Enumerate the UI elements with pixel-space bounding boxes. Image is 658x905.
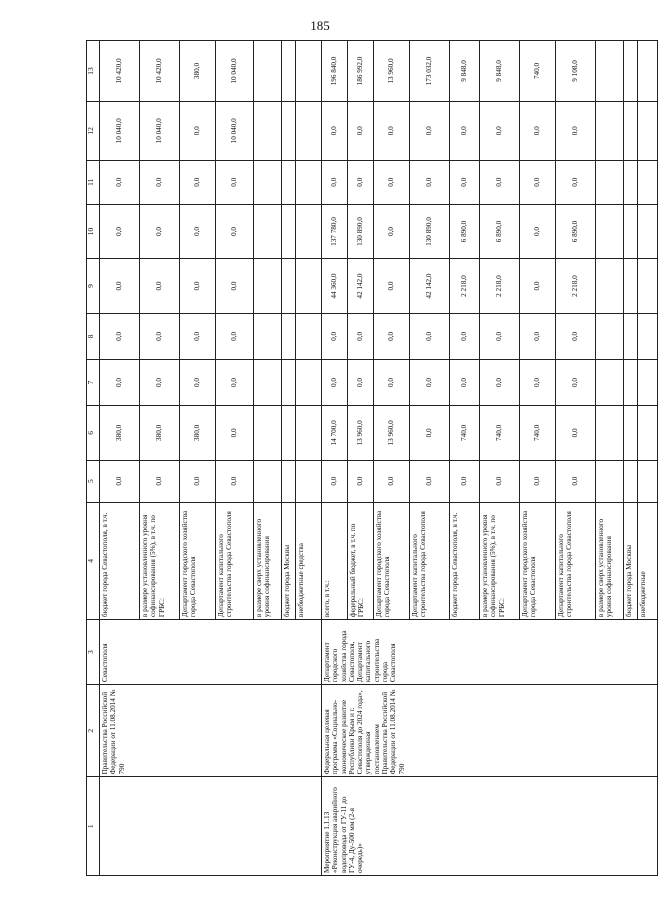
value-cell-10: 6 890,0: [480, 204, 520, 259]
value-cell-9: 0,0: [520, 259, 556, 314]
funding-source-cell: внебюджетные средства: [296, 502, 322, 619]
value-cell-11: 0,0: [348, 160, 374, 204]
funding-source-cell: всего, в т.ч.:: [322, 502, 348, 619]
value-cell-10: 0,0: [140, 204, 180, 259]
funding-source-cell: Департамент капитального строительства города Севастополя: [410, 502, 450, 619]
value-cell-7: 0,0: [450, 359, 480, 405]
funding-source-cell: в размере установленного уровня софинансирования (5%), в т.ч. по ГРБС:: [480, 502, 520, 619]
value-cell-11: 0,0: [450, 160, 480, 204]
value-cell-9: [596, 259, 624, 314]
value-cell-12: 10 040,0: [100, 101, 140, 160]
value-cell-5: 0,0: [410, 460, 450, 502]
value-cell-13: 9 848,0: [480, 41, 520, 102]
value-cell-12: 10 040,0: [216, 101, 254, 160]
column-number-2: 2: [87, 685, 100, 777]
value-cell-5: 0,0: [480, 460, 520, 502]
value-cell-5: [624, 460, 638, 502]
value-cell-7: 0,0: [348, 359, 374, 405]
value-cell-6: 13 960,0: [374, 406, 410, 461]
funding-source-cell: Департамент капитального строительства города Севастополя: [556, 502, 596, 619]
program-cell: Федеральная целевая программа «Социально-экономическое развитие Республики Крым и г. Севастополя до 2024 года», утвержденная постановлением Правительства Российской Федерации от 11.08.2014 № 790: [322, 685, 658, 777]
value-cell-8: [296, 313, 322, 359]
value-cell-7: [282, 359, 296, 405]
funding-source-cell: Департамент городского хозяйства города Севастополя: [520, 502, 556, 619]
value-cell-5: 0,0: [374, 460, 410, 502]
value-cell-9: [254, 259, 282, 314]
value-cell-9: 2 218,0: [480, 259, 520, 314]
value-cell-13: 9 848,0: [450, 41, 480, 102]
value-cell-5: [282, 460, 296, 502]
value-cell-12: 0,0: [374, 101, 410, 160]
funding-source-cell: бюджет города Москвы: [282, 502, 296, 619]
value-cell-6: 380,0: [140, 406, 180, 461]
value-cell-5: 0,0: [100, 460, 140, 502]
value-cell-11: 0,0: [216, 160, 254, 204]
value-cell-10: [596, 204, 624, 259]
value-cell-9: 0,0: [374, 259, 410, 314]
value-cell-8: 0,0: [410, 313, 450, 359]
value-cell-7: 0,0: [410, 359, 450, 405]
event-name-cell: Мероприятие 1.1.13 «Реконструкция аварийного водопровода от ГУ-11 до ГУ-4, Ду-500 мм (2-я очередь)»: [322, 777, 658, 876]
value-cell-11: [638, 160, 658, 204]
value-cell-11: 0,0: [322, 160, 348, 204]
value-cell-5: 0,0: [520, 460, 556, 502]
value-cell-11: 0,0: [140, 160, 180, 204]
value-cell-9: 0,0: [180, 259, 216, 314]
value-cell-5: 0,0: [348, 460, 374, 502]
value-cell-8: 0,0: [348, 313, 374, 359]
value-cell-6: 380,0: [100, 406, 140, 461]
value-cell-12: 0,0: [520, 101, 556, 160]
value-cell-13: [596, 41, 624, 102]
header-row: [87, 41, 100, 876]
value-cell-11: 0,0: [180, 160, 216, 204]
value-cell-5: 0,0: [556, 460, 596, 502]
value-cell-11: 0,0: [520, 160, 556, 204]
value-cell-7: 0,0: [140, 359, 180, 405]
value-cell-10: 0,0: [520, 204, 556, 259]
value-cell-11: 0,0: [374, 160, 410, 204]
funding-source-cell: в размере сверх установленного уровня софинансирования: [254, 502, 282, 619]
value-cell-8: 0,0: [520, 313, 556, 359]
value-cell-12: [624, 101, 638, 160]
value-cell-6: [296, 406, 322, 461]
value-cell-8: 0,0: [216, 313, 254, 359]
value-cell-11: 0,0: [100, 160, 140, 204]
value-cell-7: [638, 359, 658, 405]
value-cell-9: 0,0: [100, 259, 140, 314]
value-cell-10: [282, 204, 296, 259]
value-cell-6: [624, 406, 638, 461]
executor-cell: Севастополя: [100, 620, 322, 685]
value-cell-9: 0,0: [216, 259, 254, 314]
value-cell-13: 186 992,0: [348, 41, 374, 102]
value-cell-12: 0,0: [322, 101, 348, 160]
value-cell-10: 0,0: [180, 204, 216, 259]
value-cell-13: 740,0: [520, 41, 556, 102]
column-number-1: 1: [87, 777, 100, 876]
funding-source-cell: бюджет города Севастополя, в т.ч.: [100, 502, 140, 619]
value-cell-10: [624, 204, 638, 259]
value-cell-12: 0,0: [410, 101, 450, 160]
value-cell-12: [254, 101, 282, 160]
column-number-13: 13: [87, 41, 100, 102]
value-cell-9: [624, 259, 638, 314]
value-cell-8: 0,0: [556, 313, 596, 359]
value-cell-11: [254, 160, 282, 204]
value-cell-9: 44 360,0: [322, 259, 348, 314]
column-number-6: 6: [87, 406, 100, 461]
value-cell-7: [296, 359, 322, 405]
value-cell-9: 42 142,0: [410, 259, 450, 314]
value-cell-9: [296, 259, 322, 314]
value-cell-8: 0,0: [140, 313, 180, 359]
value-cell-8: 0,0: [180, 313, 216, 359]
value-cell-10: 0,0: [100, 204, 140, 259]
value-cell-10: 130 890,0: [348, 204, 374, 259]
value-cell-12: 0,0: [556, 101, 596, 160]
funding-source-cell: в размере установленного уровня софинансирования (5%), в т.ч. по ГРБС:: [140, 502, 180, 619]
value-cell-12: 0,0: [348, 101, 374, 160]
value-cell-13: [296, 41, 322, 102]
value-cell-10: [638, 204, 658, 259]
value-cell-12: [282, 101, 296, 160]
value-cell-8: [254, 313, 282, 359]
value-cell-5: [596, 460, 624, 502]
value-cell-11: [296, 160, 322, 204]
value-cell-5: [254, 460, 282, 502]
value-cell-5: 0,0: [140, 460, 180, 502]
table-row: [322, 41, 348, 876]
column-number-8: 8: [87, 313, 100, 359]
value-cell-7: 0,0: [216, 359, 254, 405]
value-cell-9: 2 218,0: [450, 259, 480, 314]
value-cell-8: 0,0: [100, 313, 140, 359]
value-cell-6: 0,0: [216, 406, 254, 461]
value-cell-7: 0,0: [100, 359, 140, 405]
value-cell-12: 10 040,0: [140, 101, 180, 160]
value-cell-13: 173 032,0: [410, 41, 450, 102]
value-cell-11: [624, 160, 638, 204]
value-cell-6: [254, 406, 282, 461]
funding-source-cell: внебюджетные: [638, 502, 658, 619]
value-cell-6: 740,0: [520, 406, 556, 461]
column-number-4: 4: [87, 502, 100, 619]
value-cell-8: [596, 313, 624, 359]
budget-table: [86, 40, 658, 876]
value-cell-13: 196 840,0: [322, 41, 348, 102]
value-cell-7: [624, 359, 638, 405]
value-cell-11: [596, 160, 624, 204]
value-cell-7: [596, 359, 624, 405]
value-cell-6: 0,0: [556, 406, 596, 461]
event-name-cell: [100, 777, 322, 876]
value-cell-7: 0,0: [520, 359, 556, 405]
funding-source-cell: в размере сверх установленного уровня софинансирования: [596, 502, 624, 619]
column-number-9: 9: [87, 259, 100, 314]
value-cell-10: [254, 204, 282, 259]
value-cell-11: 0,0: [480, 160, 520, 204]
value-cell-9: [282, 259, 296, 314]
value-cell-8: [282, 313, 296, 359]
column-number-11: 11: [87, 160, 100, 204]
value-cell-6: [596, 406, 624, 461]
value-cell-7: 0,0: [556, 359, 596, 405]
value-cell-5: 0,0: [216, 460, 254, 502]
value-cell-10: 0,0: [374, 204, 410, 259]
funding-source-cell: бюджет города Севастополя, в т.ч.: [450, 502, 480, 619]
value-cell-12: [638, 101, 658, 160]
value-cell-9: 2 218,0: [556, 259, 596, 314]
column-number-5: 5: [87, 460, 100, 502]
value-cell-6: 740,0: [450, 406, 480, 461]
value-cell-8: 0,0: [322, 313, 348, 359]
value-cell-10: 0,0: [216, 204, 254, 259]
value-cell-5: [296, 460, 322, 502]
value-cell-8: 0,0: [450, 313, 480, 359]
funding-source-cell: федеральный бюджет, в т.ч. по ГРБС:: [348, 502, 374, 619]
value-cell-12: [596, 101, 624, 160]
program-cell: Правительства Российской Федерации от 11.08.2014 № 790: [100, 685, 322, 777]
value-cell-9: 0,0: [140, 259, 180, 314]
column-number-12: 12: [87, 101, 100, 160]
value-cell-13: 10 040,0: [216, 41, 254, 102]
funding-source-cell: бюджет города Москвы: [624, 502, 638, 619]
value-cell-12: 0,0: [480, 101, 520, 160]
value-cell-12: 0,0: [450, 101, 480, 160]
column-number-10: 10: [87, 204, 100, 259]
value-cell-13: 13 960,0: [374, 41, 410, 102]
value-cell-13: [282, 41, 296, 102]
value-cell-13: 10 420,0: [100, 41, 140, 102]
value-cell-13: 9 108,0: [556, 41, 596, 102]
value-cell-8: [638, 313, 658, 359]
column-number-3: 3: [87, 620, 100, 685]
value-cell-9: 42 142,0: [348, 259, 374, 314]
funding-source-cell: Департамент капитального строительства города Севастополя: [216, 502, 254, 619]
value-cell-5: 0,0: [180, 460, 216, 502]
value-cell-12: 0,0: [180, 101, 216, 160]
value-cell-6: 740,0: [480, 406, 520, 461]
value-cell-6: [282, 406, 296, 461]
value-cell-10: 6 890,0: [556, 204, 596, 259]
value-cell-11: [282, 160, 296, 204]
budget-table-rotated: [86, 40, 647, 876]
table-row: [100, 41, 140, 876]
value-cell-11: 0,0: [410, 160, 450, 204]
value-cell-6: 0,0: [410, 406, 450, 461]
value-cell-7: 0,0: [374, 359, 410, 405]
page-number: 185: [310, 18, 330, 33]
value-cell-5: 0,0: [450, 460, 480, 502]
value-cell-13: 10 420,0: [140, 41, 180, 102]
value-cell-10: 6 890,0: [450, 204, 480, 259]
value-cell-7: 0,0: [322, 359, 348, 405]
funding-source-cell: Департамент городского хозяйства города Севастополя: [180, 502, 216, 619]
value-cell-6: 13 960,0: [348, 406, 374, 461]
value-cell-8: 0,0: [480, 313, 520, 359]
executor-cell: Департамент городского хозяйства города Севастополя, Департамент капитального строительства города Севастополя: [322, 620, 658, 685]
value-cell-6: [638, 406, 658, 461]
value-cell-7: 0,0: [180, 359, 216, 405]
column-number-7: 7: [87, 359, 100, 405]
value-cell-5: [638, 460, 658, 502]
value-cell-10: 137 780,0: [322, 204, 348, 259]
value-cell-7: [254, 359, 282, 405]
value-cell-7: 0,0: [480, 359, 520, 405]
value-cell-13: [624, 41, 638, 102]
value-cell-9: [638, 259, 658, 314]
value-cell-10: 130 890,0: [410, 204, 450, 259]
value-cell-13: [254, 41, 282, 102]
value-cell-12: [296, 101, 322, 160]
value-cell-8: [624, 313, 638, 359]
value-cell-10: [296, 204, 322, 259]
value-cell-11: 0,0: [556, 160, 596, 204]
value-cell-5: 0,0: [322, 460, 348, 502]
funding-source-cell: Департамент городского хозяйства города Севастополя: [374, 502, 410, 619]
value-cell-6: 14 700,0: [322, 406, 348, 461]
value-cell-6: 380,0: [180, 406, 216, 461]
value-cell-13: [638, 41, 658, 102]
value-cell-13: 380,0: [180, 41, 216, 102]
value-cell-8: 0,0: [374, 313, 410, 359]
